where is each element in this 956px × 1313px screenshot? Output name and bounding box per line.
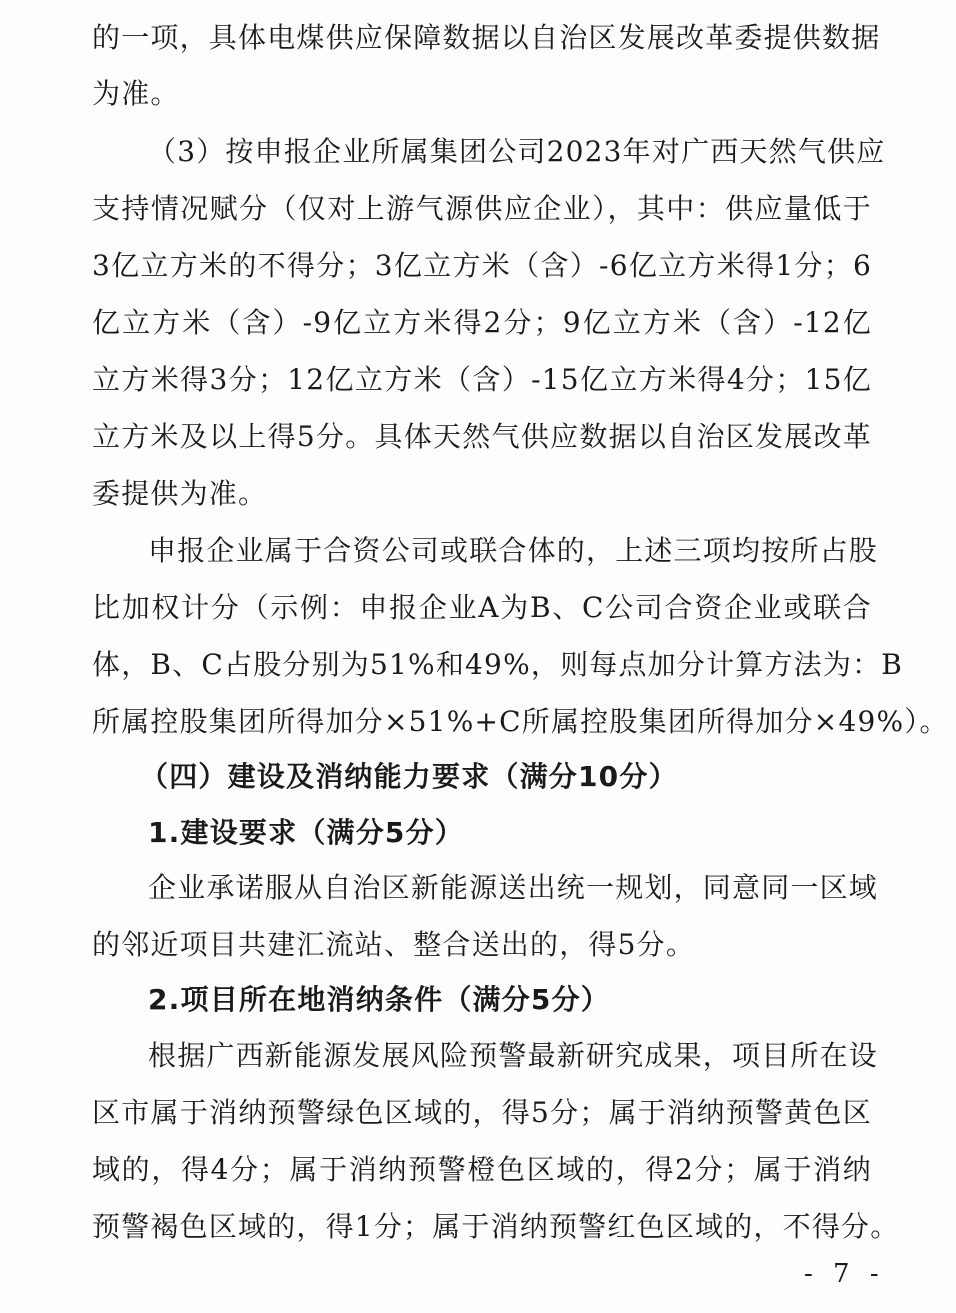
text-line: 预警褐色区域的，得1分；属于消纳预警红色区域的，不得分。 <box>92 1210 900 1243</box>
text-line: 3亿立方米的不得分；3亿立方米（含）-6亿立方米得1分；6 <box>92 249 872 282</box>
text-line: 为准。 <box>92 77 180 110</box>
text-line: 立方米及以上得5分。具体天然气供应数据以自治区发展改革 <box>92 420 872 453</box>
text-line: 域的，得4分；属于消纳预警橙色区域的，得2分；属于消纳 <box>92 1153 872 1186</box>
text-line: 的邻近项目共建汇流站、整合送出的，得5分。 <box>92 928 696 961</box>
text-line: 的一项，具体电煤供应保障数据以自治区发展改革委提供数据 <box>92 21 881 54</box>
text-line: 比加权计分（示例：申报企业A为B、C公司合资企业或联合 <box>92 591 872 624</box>
text-line: 委提供为准。 <box>92 477 268 510</box>
section-heading: （四）建设及消纳能力要求（满分10分） <box>140 760 678 793</box>
page-number: - 7 - <box>804 1259 885 1289</box>
paragraph-first-line: （3）按申报企业所属集团公司2023年对广西天然气供应 <box>148 135 886 168</box>
paragraph-first-line: 企业承诺服从自治区新能源送出统一规划，同意同一区域 <box>148 871 879 904</box>
subsection-heading: 2.项目所在地消纳条件（满分5分） <box>148 983 611 1016</box>
text-line: 体，B、C占股分别为51%和49%，则每点加分计算方法为：B <box>92 648 904 681</box>
text-line: 所属控股集团所得加分×51%+C所属控股集团所得加分×49%）。 <box>92 705 949 738</box>
text-line: 立方米得3分；12亿立方米（含）-15亿立方米得4分；15亿 <box>92 363 872 396</box>
text-line: 支持情况赋分（仅对上游气源供应企业），其中：供应量低于 <box>92 192 872 225</box>
subsection-heading: 1.建设要求（满分5分） <box>148 816 465 849</box>
text-line: 亿立方米（含）-9亿立方米得2分；9亿立方米（含）-12亿 <box>92 306 872 339</box>
paragraph-first-line: 申报企业属于合资公司或联合体的，上述三项均按所占股 <box>148 534 879 567</box>
text-line: 区市属于消纳预警绿色区域的，得5分；属于消纳预警黄色区 <box>92 1096 872 1129</box>
paragraph-first-line: 根据广西新能源发展风险预警最新研究成果，项目所在设 <box>148 1039 879 1072</box>
